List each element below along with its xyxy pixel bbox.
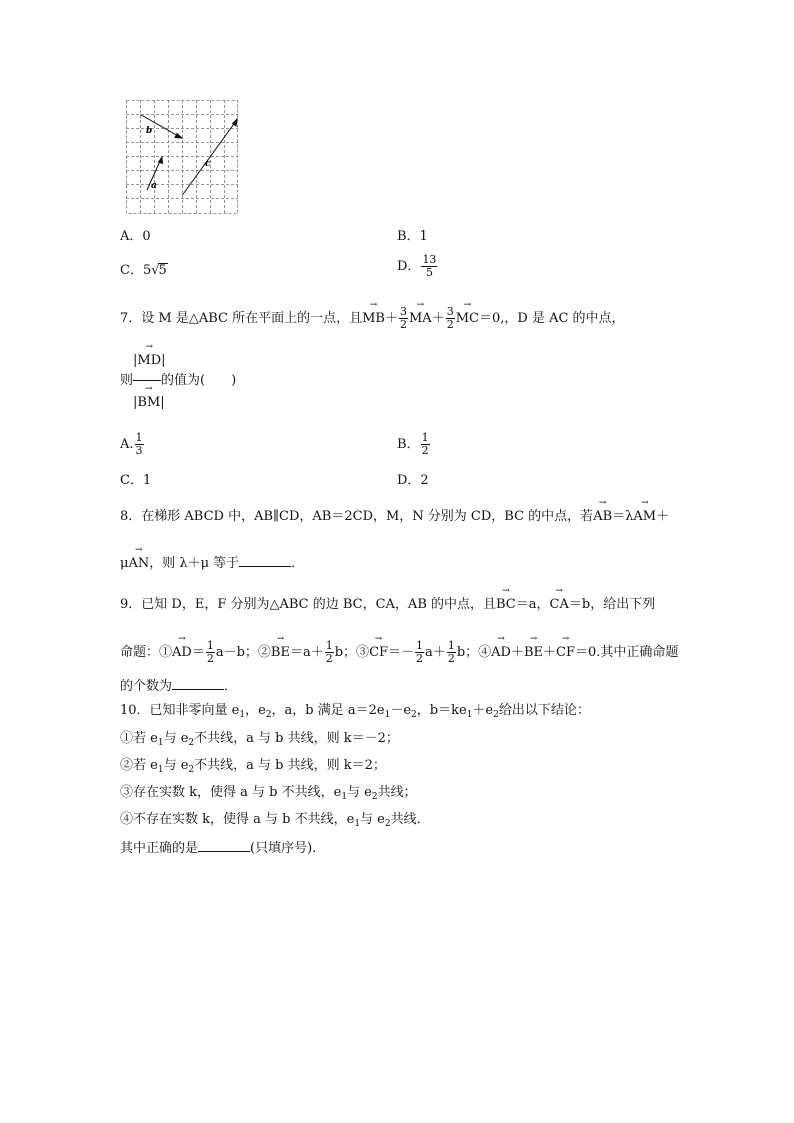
q8-stem-line2: μ→ AN，则 λ＋μ 等于 ． (120, 554, 304, 572)
label-a: a (151, 181, 157, 191)
q7-option-c: C．1 (120, 473, 152, 488)
vector-c (183, 121, 237, 195)
label-b: b (146, 126, 153, 136)
q10-conclusion-2: ②若 $e_1$与 $e_2$不共线，a 与 b 共线，则 k＝2； (120, 758, 386, 775)
q7-stem: 7．设 M 是△ABC 所在平面上的一点，且→ MB＋ $\frac{3}{2}$ → MA＋ $\frac{3}{2}$ → MC＝0,，D 是 AC 的中点， (120, 306, 625, 331)
q7-ratio-line: 则 的值为( ) (120, 373, 237, 388)
q7-ratio-denominator: |→ BM| (133, 395, 165, 411)
q7-option-d: D．2 (397, 473, 429, 488)
q6-option-c: C．5√5 (120, 263, 167, 278)
vector-grid-figure (126, 100, 240, 216)
q10-answer-line: 其中正确的是 (只填序号). (120, 841, 317, 856)
q10-stem: 10．已知非零向量 $e_1$，$e_2$，a，b 满足 $a=2e_1-e_2$，$b=ke_1+e_2$给出以下结论： (120, 703, 590, 720)
q7-option-b: B． $\frac{1}{2}$ (397, 431, 429, 457)
q6-option-b: B．1 (397, 229, 428, 244)
q9-stem-line3: 的个数为 ． (120, 679, 238, 694)
q9-stem-line2: 命题：①→ AD＝ $\frac{1}{2}$ a－b；②→ BE＝a＋ $\frac{1}{2}$ b；③→ CF＝－ $\frac{1}{2}$ a＋ $\frac{1}{2}$ b；④→ AD＋→ BE＋→ CF＝0.其中正确命题 (120, 640, 678, 665)
q8-stem-line1: 8．在梯形 ABCD 中，AB∥CD，AB＝2CD，M，N 分别为 CD，BC 的中点，若→ AB＝λ→ AM＋ (120, 509, 669, 525)
q6-option-a: A．0 (120, 229, 151, 244)
q10-conclusion-1: ①若 $e_1$与 $e_2$不共线，a 与 b 共线，则 k＝－2； (120, 731, 399, 748)
q8-answer-blank (239, 554, 291, 567)
q7-option-a: A. $\frac{1}{3}$ (120, 431, 143, 457)
q9-stem-line1: 9．已知 D，E，F 分别为△ABC 的边 BC，CA，AB 的中点，且→ BC＝a，→ CA＝b，给出下列 (120, 597, 655, 613)
label-c: c (205, 159, 211, 169)
q6-option-d: D． $\frac{13}{5}$ (397, 253, 437, 279)
q10-answer-blank (198, 839, 250, 852)
q10-conclusion-3: ③存在实数 k，使得 a 与 b 不共线，$e_1$与 $e_2$共线； (120, 785, 417, 802)
q10-conclusion-4: ④不存在实数 k，使得 a 与 b 不共线，$e_1$与 $e_2$共线． (120, 812, 430, 829)
q7-ratio-numerator: |→ MD| (133, 353, 166, 369)
q9-answer-blank (172, 677, 224, 690)
